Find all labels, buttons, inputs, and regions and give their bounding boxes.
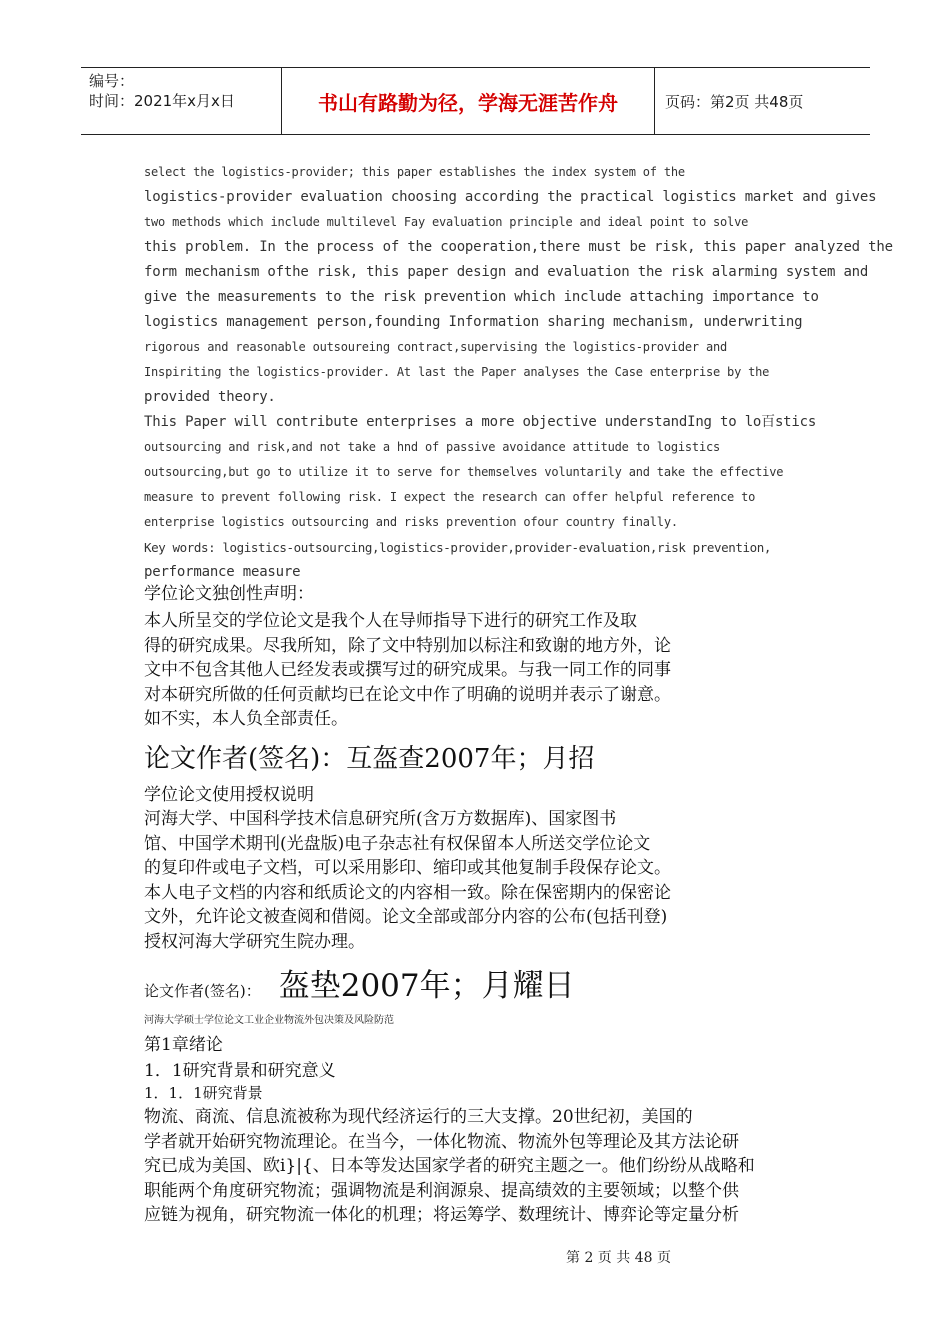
page-header xyxy=(81,67,870,135)
originality-line: 文中不包含其他人已经发表或撰写过的研究成果。与我一同工作的同事 xyxy=(144,660,671,680)
chapter-line: 物流、商流、信息流被称为现代经济运行的三大支撑。20世纪初，美国的 xyxy=(144,1107,693,1127)
abstract-line: provided theory. xyxy=(144,389,276,405)
originality-title: 学位论文独创性声明： xyxy=(144,584,314,604)
originality-body xyxy=(144,609,671,732)
chapter-line: 学者就开始研究物流理论。在当今，一体化物流、物流外包等理论及其方法论研 xyxy=(144,1131,739,1152)
header-motto: 书山有路勤为径，学海无涯苦作舟 xyxy=(282,68,655,134)
abstract-line: logistics-provider evaluation choosing according the practical logistics market and gives xyxy=(144,189,877,205)
signature-value: 盔垫2007年；月耀日 xyxy=(278,968,575,1004)
authorization-signature xyxy=(144,960,575,1005)
signature-label: 论文作者(签名)： xyxy=(144,982,261,1000)
authorization-line: 文外，允许论文被查阅和借阅。论文全部或部分内容的公布(包括刊登) xyxy=(144,907,668,927)
authorization-line: 授权河海大学研究生院办理。 xyxy=(144,931,365,952)
chapter-body xyxy=(144,1105,755,1228)
abstract-line: rigorous and reasonable outsoureing contract,supervising the logistics-provider and xyxy=(144,340,728,354)
abstract-line: outsourcing and risk,and not take a hnd of passive avoidance attitude to logistics xyxy=(144,440,721,454)
originality-line: 对本研究所做的任何贡献均已在论文中作了明确的说明并表示了谢意。 xyxy=(144,684,671,705)
running-header: 河海大学硕士学位论文工业企业物流外包决策及风险防范 xyxy=(144,1015,394,1026)
abstract-line: form mechanism ofthe risk, this paper design and evaluation the risk alarming system and xyxy=(144,264,869,280)
abstract-line: measure to prevent following risk. I expect the research can offer helpful reference to xyxy=(144,490,756,504)
header-number-label: 编号： xyxy=(89,72,135,90)
header-meta xyxy=(81,68,282,134)
section-title: 1．1研究背景和研究意义 xyxy=(144,1061,336,1081)
abstract-line: Inspiriting the logistics-provider. At last the Paper analyses the Case enterprise by the xyxy=(144,365,770,379)
abstract-line: outsourcing,but go to utilize it to serve for themselves voluntarily and take the effective xyxy=(144,465,784,479)
originality-signature: 论文作者(签名)：互盔查2007年；月招 xyxy=(144,744,595,774)
page-footer: 第 2 页 共 48 页 xyxy=(566,1250,671,1266)
chapter-title: 第1章绪论 xyxy=(144,1035,223,1055)
abstract-line: two methods which include multilevel Fay evaluation principle and ideal point to solve xyxy=(144,215,749,229)
originality-line: 得的研究成果。尽我所知，除了文中特别加以标注和致谢的地方外，论 xyxy=(144,635,671,656)
authorization-body xyxy=(144,807,671,954)
authorization-line: 馆、中国学术期刊(光盘版)电子杂志社有权保留本人所送交学位论文 xyxy=(144,833,651,854)
authorization-title: 学位论文使用授权说明 xyxy=(144,785,314,805)
originality-line: 本人所呈交的学位论文是我个人在导师指导下进行的研究工作及取 xyxy=(144,611,637,631)
authorization-line: 的复印件或电子文档，可以采用影印、缩印或其他复制手段保存论文。 xyxy=(144,858,671,878)
chapter-line: 职能两个角度研究物流；强调物流是利润源泉、提高绩效的主要领域；以整个供 xyxy=(144,1180,739,1201)
header-page-info: 页码：第2页 共48页 xyxy=(665,92,804,111)
abstract-line: This Paper will contribute enterprises a more objective understandIng to lo百stics xyxy=(144,414,817,430)
originality-line: 如不实，本人负全部责任。 xyxy=(144,709,348,729)
abstract-line: logistics management person,founding Information sharing mechanism, underwriting xyxy=(144,314,803,330)
abstract xyxy=(144,160,893,585)
authorization-line: 河海大学、中国科学技术信息研究所(含万方数据库)、国家图书 xyxy=(144,809,617,829)
abstract-line: this problem. In the process of the cooperation,there must be risk, this paper analyzed the xyxy=(144,239,893,255)
header-date-label: 时间：2021年x月x日 xyxy=(89,92,235,110)
keywords-line: performance measure xyxy=(144,564,301,580)
keywords-line: Key words: logistics-outsourcing,logistics-provider,provider-evaluation,risk prevention, xyxy=(144,540,772,555)
abstract-line: select the logistics-provider; this paper establishes the index system of the xyxy=(144,165,685,179)
abstract-line: enterprise logistics outsourcing and risks prevention ofour country finally. xyxy=(144,515,678,529)
subsection-title: 1．1．1研究背景 xyxy=(144,1084,263,1102)
chapter-line: 究已成为美国、欧i}|{、日本等发达国家学者的研究主题之一。他们纷纷从战略和 xyxy=(144,1156,755,1176)
authorization-line: 本人电子文档的内容和纸质论文的内容相一致。除在保密期内的保密论 xyxy=(144,882,671,903)
chapter-line: 应链为视角，研究物流一体化的机理；将运筹学、数理统计、博弈论等定量分析 xyxy=(144,1205,739,1225)
abstract-line: give the measurements to the risk prevention which include attaching importance to xyxy=(144,289,819,305)
